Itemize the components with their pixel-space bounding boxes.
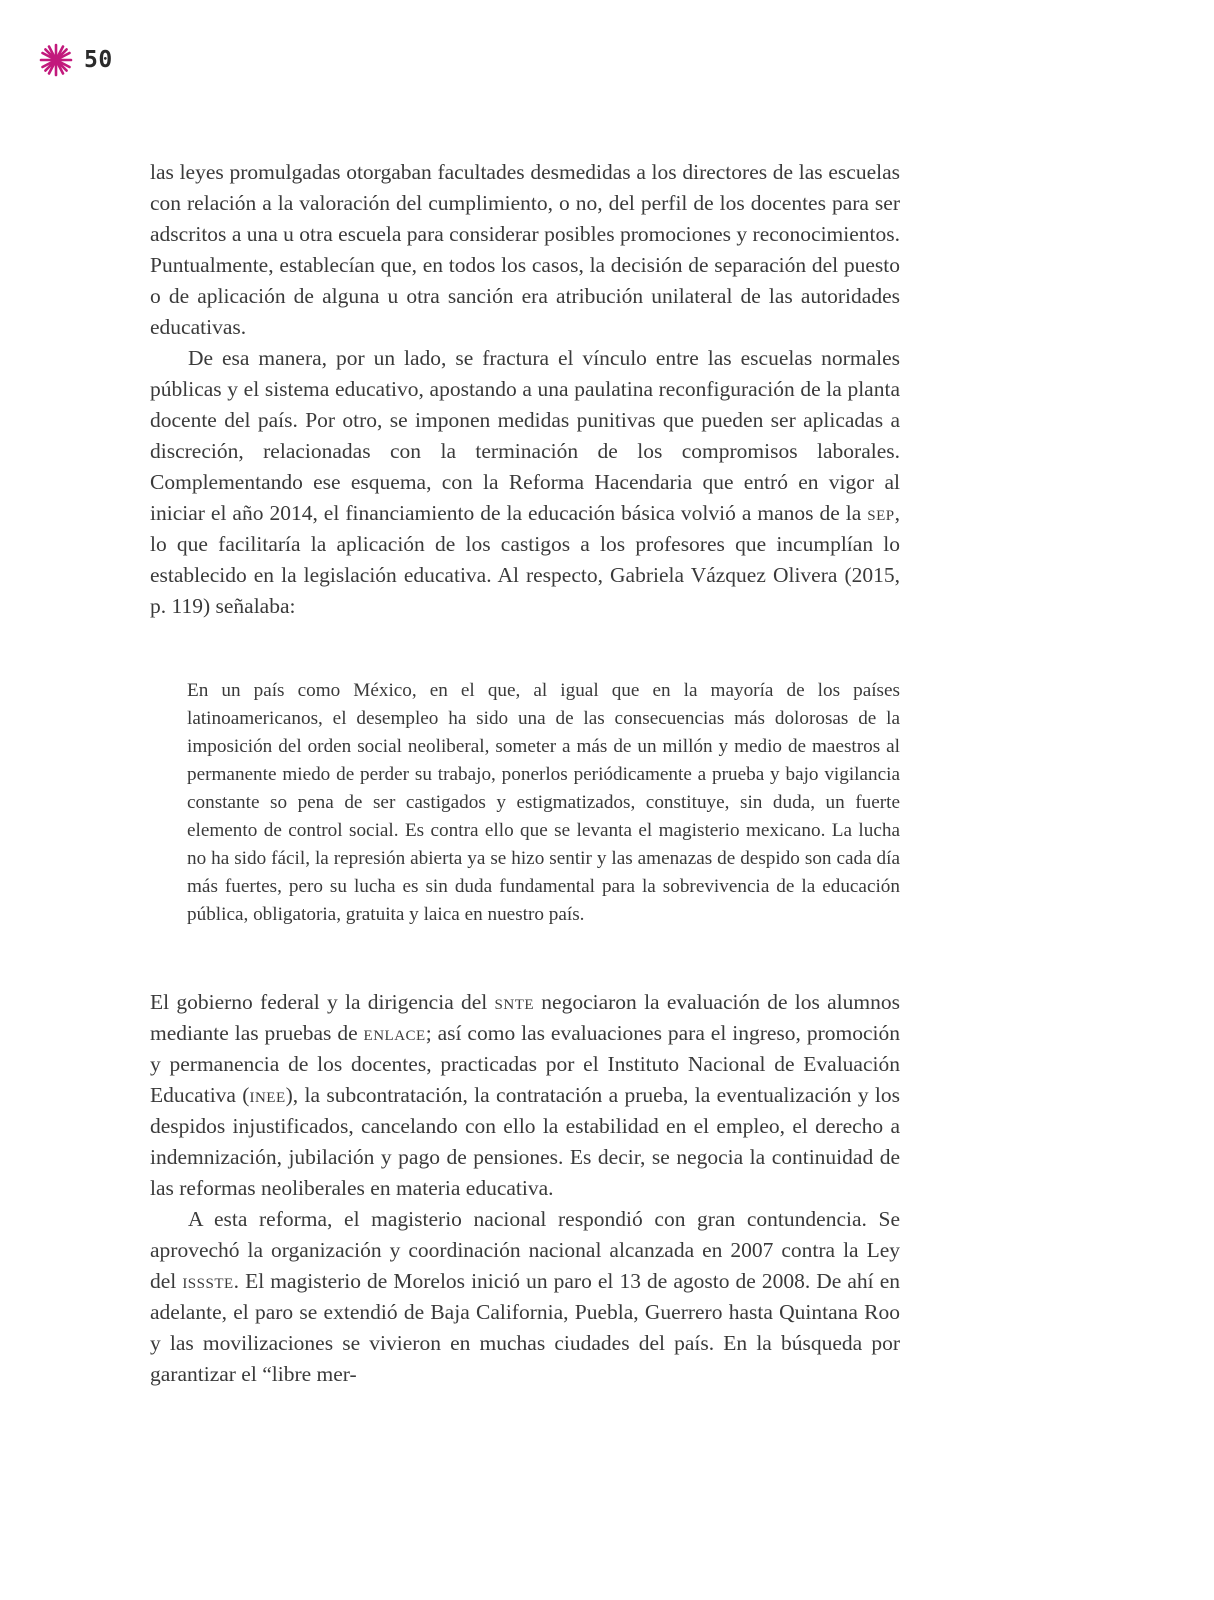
block-quote: En un país como México, en el que, al igual que en la mayoría de los países latinoamericanos, el desempleo ha sido una de las consecuencias más dolorosas de la imposición del orden social neoliberal, someter a más de un millón y medio de maestros al permanente miedo de perder su trabajo, ponerlos periódicamente a prueba y bajo vigilancia constante so pena de ser castigados y estigmatizados, constituye, sin duda, un fuerte elemento de control social. Es contra ello que se levanta el magisterio mexicano. La lucha no ha sido fácil, la represión abierta ya se hizo sentir y las amenazas de despido son cada día más fuertes, pero su lucha es sin duda fundamental para la sobrevivencia de la educación pública, obligatoria, gratuita y laica en nuestro país. (187, 680, 900, 925)
paragraph-text: A esta reforma, el magisterio nacional respondió con gran contundencia. Se aprovechó la organización y coordinación nacional alcanzada en 2007 contra la Ley del (150, 1207, 900, 1293)
paragraph-text: ), la subcontratación, la contratación a prueba, la eventualización y los despidos injustificados, cancelando con ello la estabilidad en el empleo, el derecho a indemnización, jubilación y pago de pensiones. Es decir, se negocia la continuidad de las reformas neoliberales en materia educativa. (150, 1083, 900, 1200)
paragraph-text: De esa manera, por un lado, se fractura el vínculo entre las escuelas normales públicas y el sistema educativo, apostando a una paulatina reconfiguración de la planta docente del país. Por otro, se imponen medidas punitivas que pueden ser aplicadas a discreción, relacionadas con la terminación de los compromisos laborales. Complementando ese esquema, con la Reforma Hacendaria que entró en vigor al iniciar el año 2014, el financiamiento de la educación básica volvió a manos de la (150, 346, 900, 525)
acronym-issste: issste (182, 1269, 234, 1293)
acronym-snte: snte (494, 990, 535, 1014)
page-number: 50 (84, 47, 113, 73)
paragraph-text: . El magisterio de Morelos inició un paro el 13 de agosto de 2008. De ahí en adelante, el paro se extendió de Baja California, Puebla, Guerrero hasta Quintana Roo y las movilizaciones se vivieron en muchas ciudades del país. En la búsqueda por garantizar el “libre mer- (150, 1269, 900, 1386)
paragraph (150, 343, 900, 622)
paragraph (150, 1204, 900, 1390)
acronym-inee: inee (249, 1083, 286, 1107)
paragraph-text: negociaron la evaluación de los alumnos mediante las pruebas de (150, 990, 900, 1045)
paragraph-text: las leyes promulgadas otorgaban facultades desmedidas a los directores de las escuelas con relación a la valoración del cumplimiento, o no, del perfil de los docentes para ser adscritos a una u otra escuela para considerar posibles promociones y reconocimientos. Puntualmente, establecían que, en todos los casos, la decisión de separación del puesto o de aplicación de alguna u otra sanción era atribución unilateral de las autoridades educativas. (150, 160, 900, 339)
paragraph-text: , lo que facilitaría la aplicación de los castigos a los profesores que incumplían lo establecido en la legislación educativa. Al respecto, Gabriela Vázquez Olivera (2015, p. 119) señalaba: (150, 501, 900, 618)
paragraph-text: ; así como las evaluaciones para el ingreso, promoción y permanencia de los docentes, practicadas por el Instituto Nacional de Evaluación Educativa ( (150, 1021, 900, 1107)
paragraph-text: El gobierno federal y la dirigencia del (150, 990, 495, 1014)
body-text-bottom (150, 987, 900, 1390)
paragraph (150, 987, 900, 1204)
paragraph (150, 157, 900, 343)
acronym-enlace: enlace (363, 1021, 426, 1045)
page-header (38, 42, 113, 78)
body-text-top (150, 157, 900, 622)
acronym-sep: sep (867, 501, 895, 525)
asterisk-icon (38, 42, 74, 78)
